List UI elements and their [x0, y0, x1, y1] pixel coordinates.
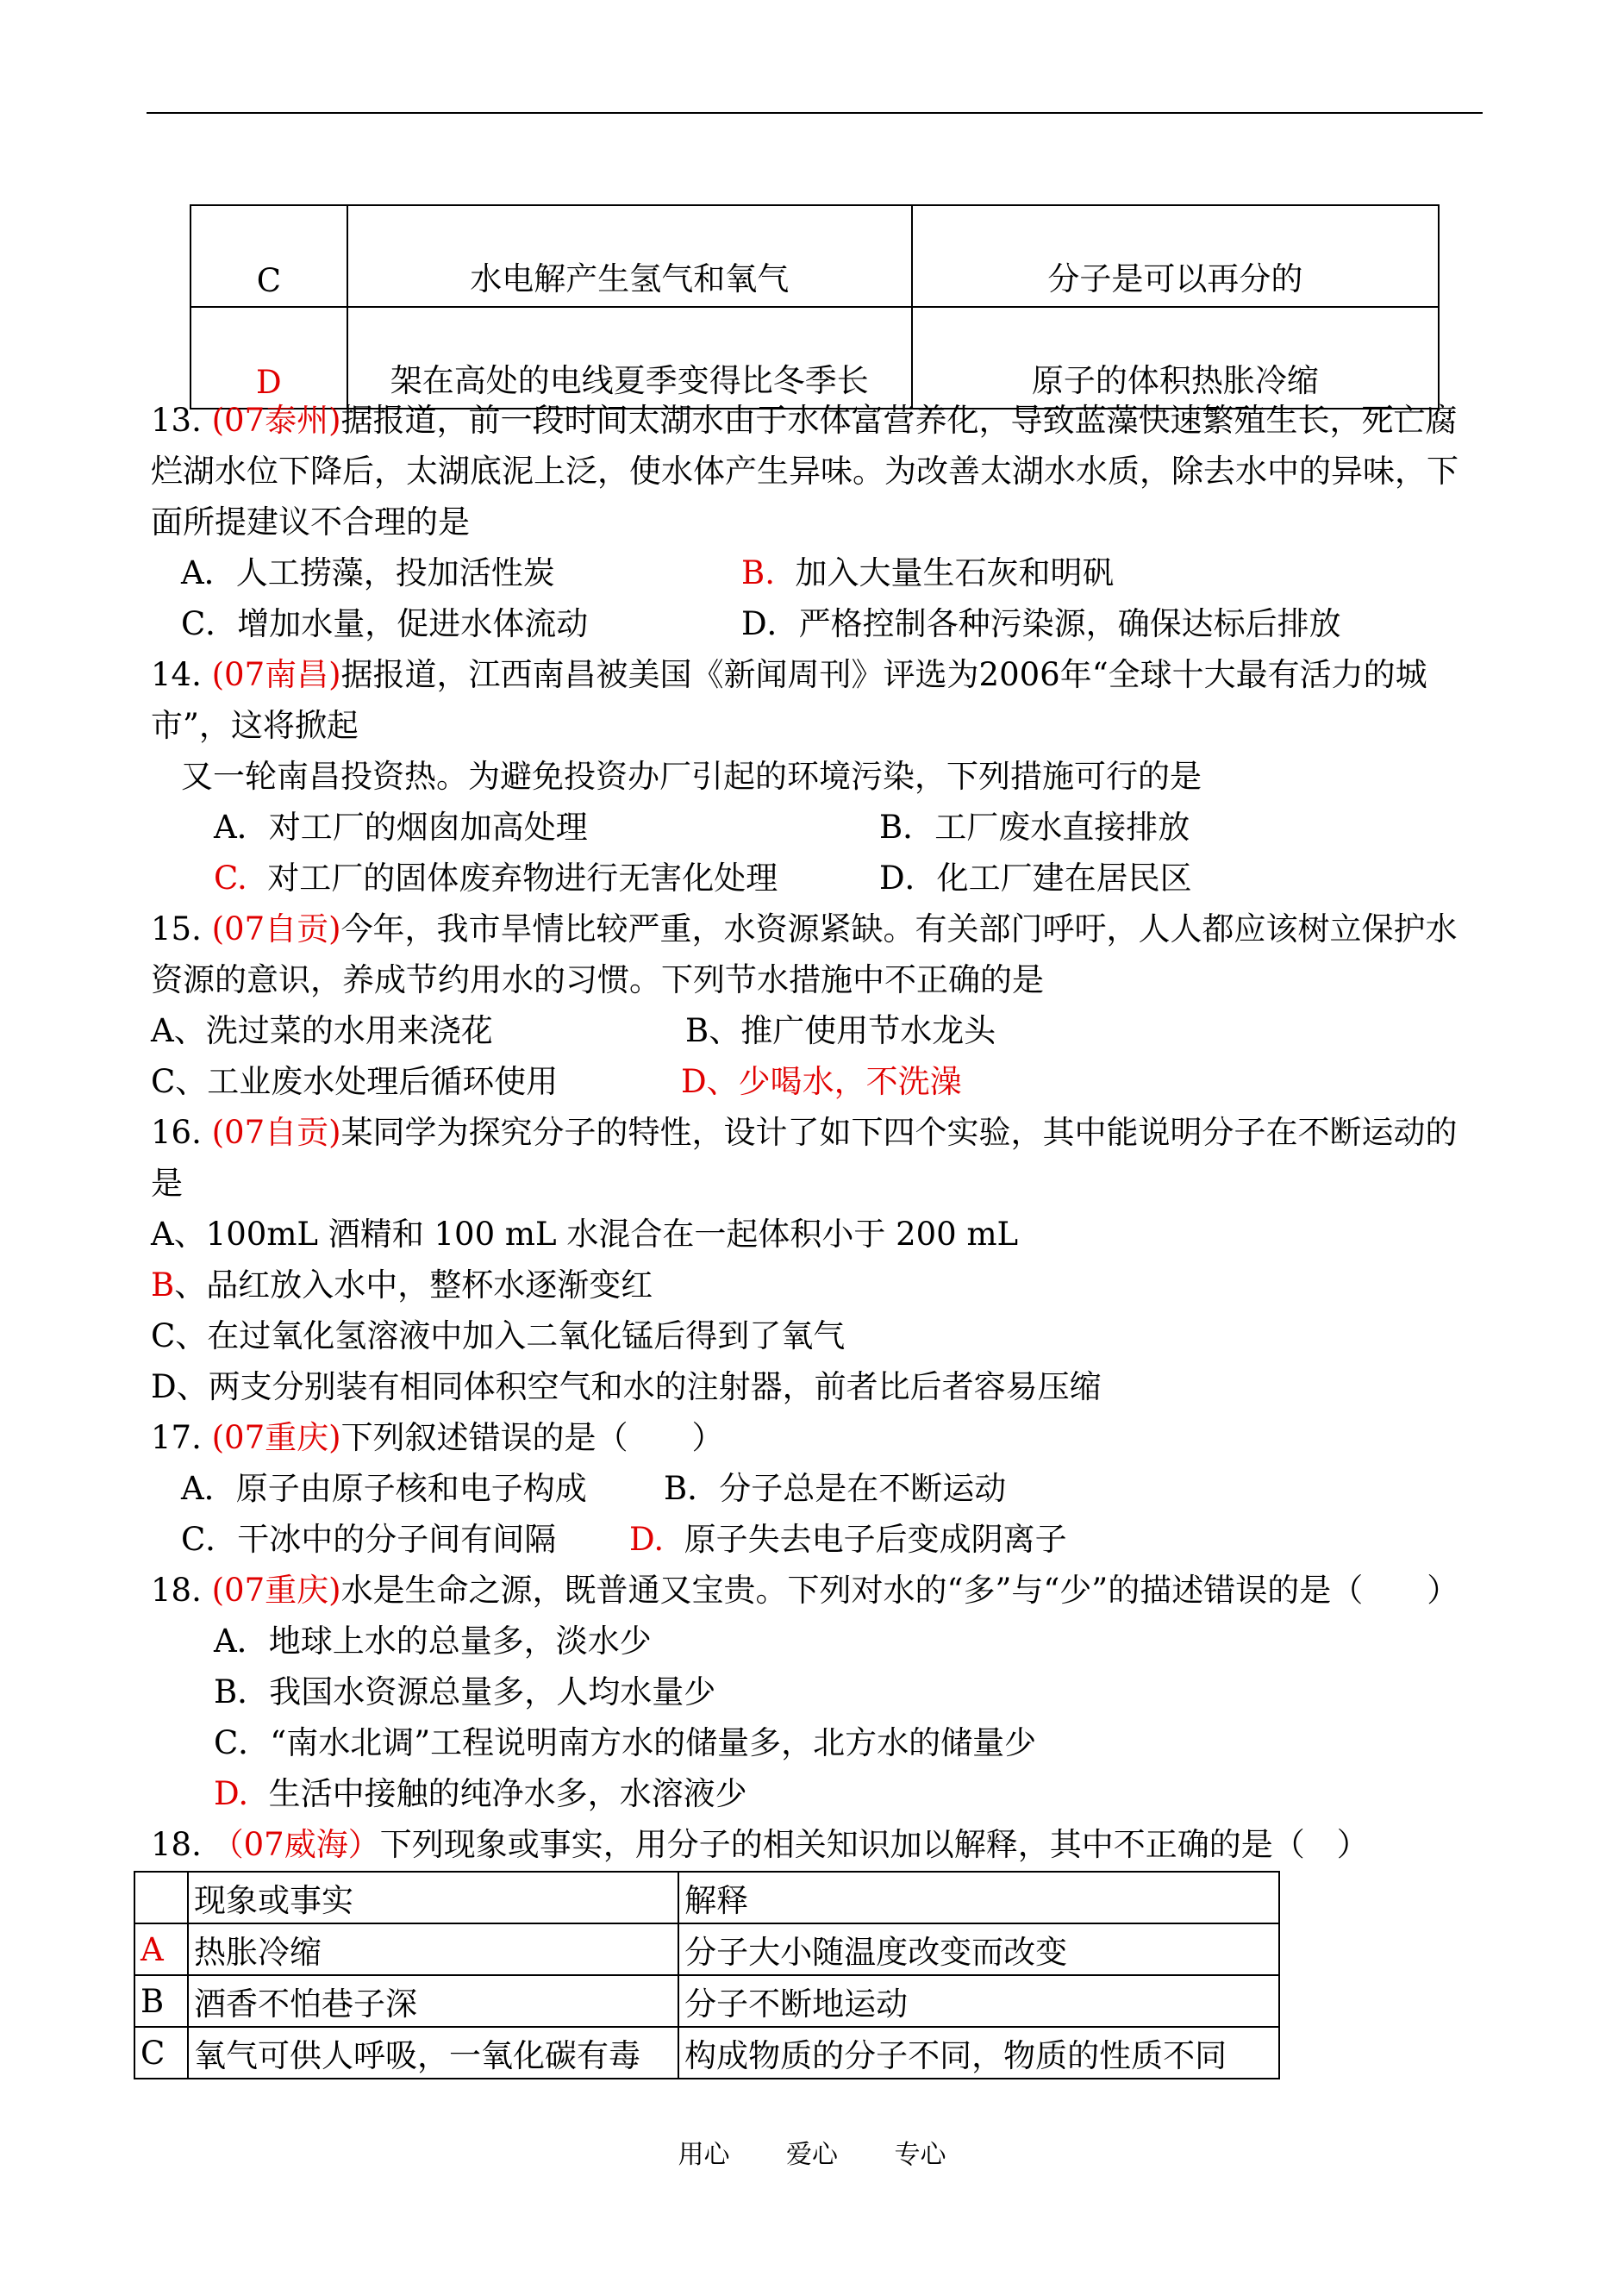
answer-label: B. — [741, 554, 775, 591]
question-number: 15. — [151, 910, 202, 947]
table-bottom — [134, 1871, 1280, 2079]
question-text: 据报道，江西南昌被美国《新闻周刊》评选为2006年“全球十大最有活力的城 — [340, 656, 1427, 693]
footer-text-1: 用心 — [678, 2140, 730, 2170]
q14-line1 — [151, 655, 1427, 695]
q16-option-b — [151, 1266, 653, 1305]
q16-option-d: D、两支分别装有相同体积空气和水的注射器，前者比后者容易压缩 — [151, 1368, 1102, 1405]
header-phenomenon: 现象或事实 — [188, 1872, 678, 1923]
row-label-answer: D — [191, 307, 347, 409]
row-explanation: 原子的体积热胀冷缩 — [912, 307, 1439, 409]
question-source: (07自贡) — [211, 1114, 341, 1151]
row-explanation: 分子是可以再分的 — [912, 205, 1439, 307]
header-explanation: 解释 — [678, 1872, 1279, 1923]
q14-option-a: A．对工厂的烟囱加高处理 — [214, 809, 588, 846]
question-number: 13. — [151, 402, 202, 439]
question-source: (07南昌) — [211, 656, 341, 693]
answer-label: D. — [214, 1775, 249, 1812]
question-source: (07重庆) — [211, 1572, 341, 1609]
table-row — [134, 1975, 1279, 2027]
option-text: 、品红放入水中，整杯水逐渐变红 — [174, 1266, 653, 1304]
answer-label: D. — [629, 1521, 665, 1558]
row-label: B — [134, 1975, 188, 2027]
q16-option-c: C、在过氧化氢溶液中加入二氧化锰后得到了氧气 — [151, 1317, 846, 1354]
question-text: 今年，我市旱情比较严重，水资源紧缺。有关部门呼吁，人人都应该树立保护水 — [340, 910, 1458, 947]
q13-option-a: A．人工捞藻，投加活性炭 — [181, 554, 555, 591]
question-text: 下列叙述错误的是（ ） — [340, 1419, 724, 1456]
q16-line2: 是 — [151, 1165, 183, 1202]
question-number: 16. — [151, 1114, 202, 1151]
question-source: (07泰州) — [211, 402, 341, 439]
footer-text-2: 爱心 — [786, 2140, 838, 2170]
question-number: 18. — [151, 1572, 202, 1609]
row-label: C — [191, 205, 347, 307]
q14-option-b: B．工厂废水直接排放 — [879, 809, 1190, 846]
q18a-option-d — [214, 1774, 747, 1814]
table-row — [134, 2027, 1279, 2079]
q15-option-a: A、洗过菜的水用来浇花 — [151, 1012, 493, 1049]
question-number: 18. — [151, 1826, 202, 1863]
q18a-option-c: C．“南水北调”工程说明南方水的储量多，北方水的储量少 — [214, 1724, 1037, 1761]
q18a-option-a: A．地球上水的总量多，淡水少 — [214, 1623, 652, 1660]
q16-line1 — [151, 1113, 1458, 1153]
q15-line1 — [151, 910, 1458, 949]
row-explanation: 分子大小随温度改变而改变 — [678, 1923, 1279, 1975]
q14-option-c — [214, 859, 778, 898]
question-text: 据报道，前一段时间太湖水由于水体富营养化，导致蓝藻快速繁殖生长，死亡腐 — [340, 402, 1458, 439]
q14-line2: 市”，这将掀起 — [151, 707, 359, 744]
q17-option-b: B．分子总是在不断运动 — [664, 1470, 1007, 1507]
q13-line1 — [151, 401, 1458, 441]
question-number: 14. — [151, 656, 202, 693]
page-footer — [0, 2133, 1624, 2171]
answer-label: C. — [214, 860, 247, 897]
q15-option-d-answer: D、少喝水，不洗澡 — [681, 1063, 962, 1100]
row-phenomenon: 水电解产生氢气和氧气 — [347, 205, 912, 307]
table-row — [191, 307, 1439, 409]
table-top — [190, 204, 1440, 410]
option-text: 生活中接触的纯净水多，水溶液少 — [268, 1775, 747, 1812]
q15-option-b: B、推广使用节水龙头 — [685, 1012, 996, 1049]
q13-line2: 烂湖水位下降后，太湖底泥上泛，使水体产生异味。为改善太湖水水质，除去水中的异味，下 — [151, 453, 1458, 490]
q18a-line1 — [151, 1571, 1458, 1610]
question-number: 17. — [151, 1419, 202, 1456]
row-phenomenon: 架在高处的电线夏季变得比冬季长 — [347, 307, 912, 409]
question-source: (07重庆) — [211, 1419, 341, 1456]
row-phenomenon: 酒香不怕巷子深 — [188, 1975, 678, 2027]
q17-option-a: A．原子由原子核和电子构成 — [181, 1470, 587, 1507]
header-label — [134, 1872, 188, 1923]
q17-line1 — [151, 1418, 724, 1458]
question-source: (07自贡) — [211, 910, 341, 947]
table-header-row — [134, 1872, 1279, 1923]
table-row — [134, 1923, 1279, 1975]
q18b-line1 — [151, 1825, 1369, 1865]
q14-option-d: D．化工厂建在居民区 — [879, 860, 1192, 897]
table-row — [191, 205, 1439, 307]
row-explanation: 分子不断地运动 — [678, 1975, 1279, 2027]
question-source: （07威海） — [211, 1826, 380, 1863]
q16-option-a: A、100mL 酒精和 100 mL 水混合在一起体积小于 200 mL — [151, 1216, 1019, 1253]
question-text: 水是生命之源，既普通又宝贵。下列对水的“多”与“少”的描述错误的是（ ） — [340, 1572, 1459, 1609]
row-explanation: 构成物质的分子不同，物质的性质不同 — [678, 2027, 1279, 2079]
row-label: C — [134, 2027, 188, 2079]
option-text: 加入大量生石灰和明矾 — [795, 554, 1115, 591]
footer-text-3: 专心 — [894, 2140, 946, 2170]
q14-line3: 又一轮南昌投资热。为避免投资办厂引起的环境污染，下列措施可行的是 — [181, 758, 1202, 795]
q18a-option-b: B．我国水资源总量多，人均水量少 — [214, 1673, 716, 1710]
q15-option-c: C、工业废水处理后循环使用 — [151, 1063, 559, 1100]
option-text: 对工厂的固体废弃物进行无害化处理 — [267, 860, 778, 897]
q17-option-d — [629, 1520, 1067, 1560]
q13-option-b — [741, 553, 1114, 593]
q13-line3: 面所提建议不合理的是 — [151, 503, 470, 541]
q15-line2: 资源的意识，养成节约用水的习惯。下列节水措施中不正确的是 — [151, 961, 1044, 998]
option-text: 原子失去电子后变成阴离子 — [684, 1521, 1067, 1558]
header-rule — [147, 112, 1483, 114]
question-text: 某同学为探究分子的特性，设计了如下四个实验，其中能说明分子在不断运动的 — [340, 1114, 1458, 1151]
q17-option-c: C．干冰中的分子间有间隔 — [181, 1521, 557, 1558]
row-phenomenon: 氧气可供人呼吸，一氧化碳有毒 — [188, 2027, 678, 2079]
question-text: 下列现象或事实，用分子的相关知识加以解释，其中不正确的是（ ） — [379, 1826, 1369, 1863]
q13-option-d: D．严格控制各种污染源，确保达标后排放 — [741, 605, 1341, 642]
row-phenomenon: 热胀冷缩 — [188, 1923, 678, 1975]
answer-label: B — [151, 1266, 175, 1304]
row-label-answer: A — [134, 1923, 188, 1975]
q13-option-c: C．增加水量，促进水体流动 — [181, 605, 589, 642]
